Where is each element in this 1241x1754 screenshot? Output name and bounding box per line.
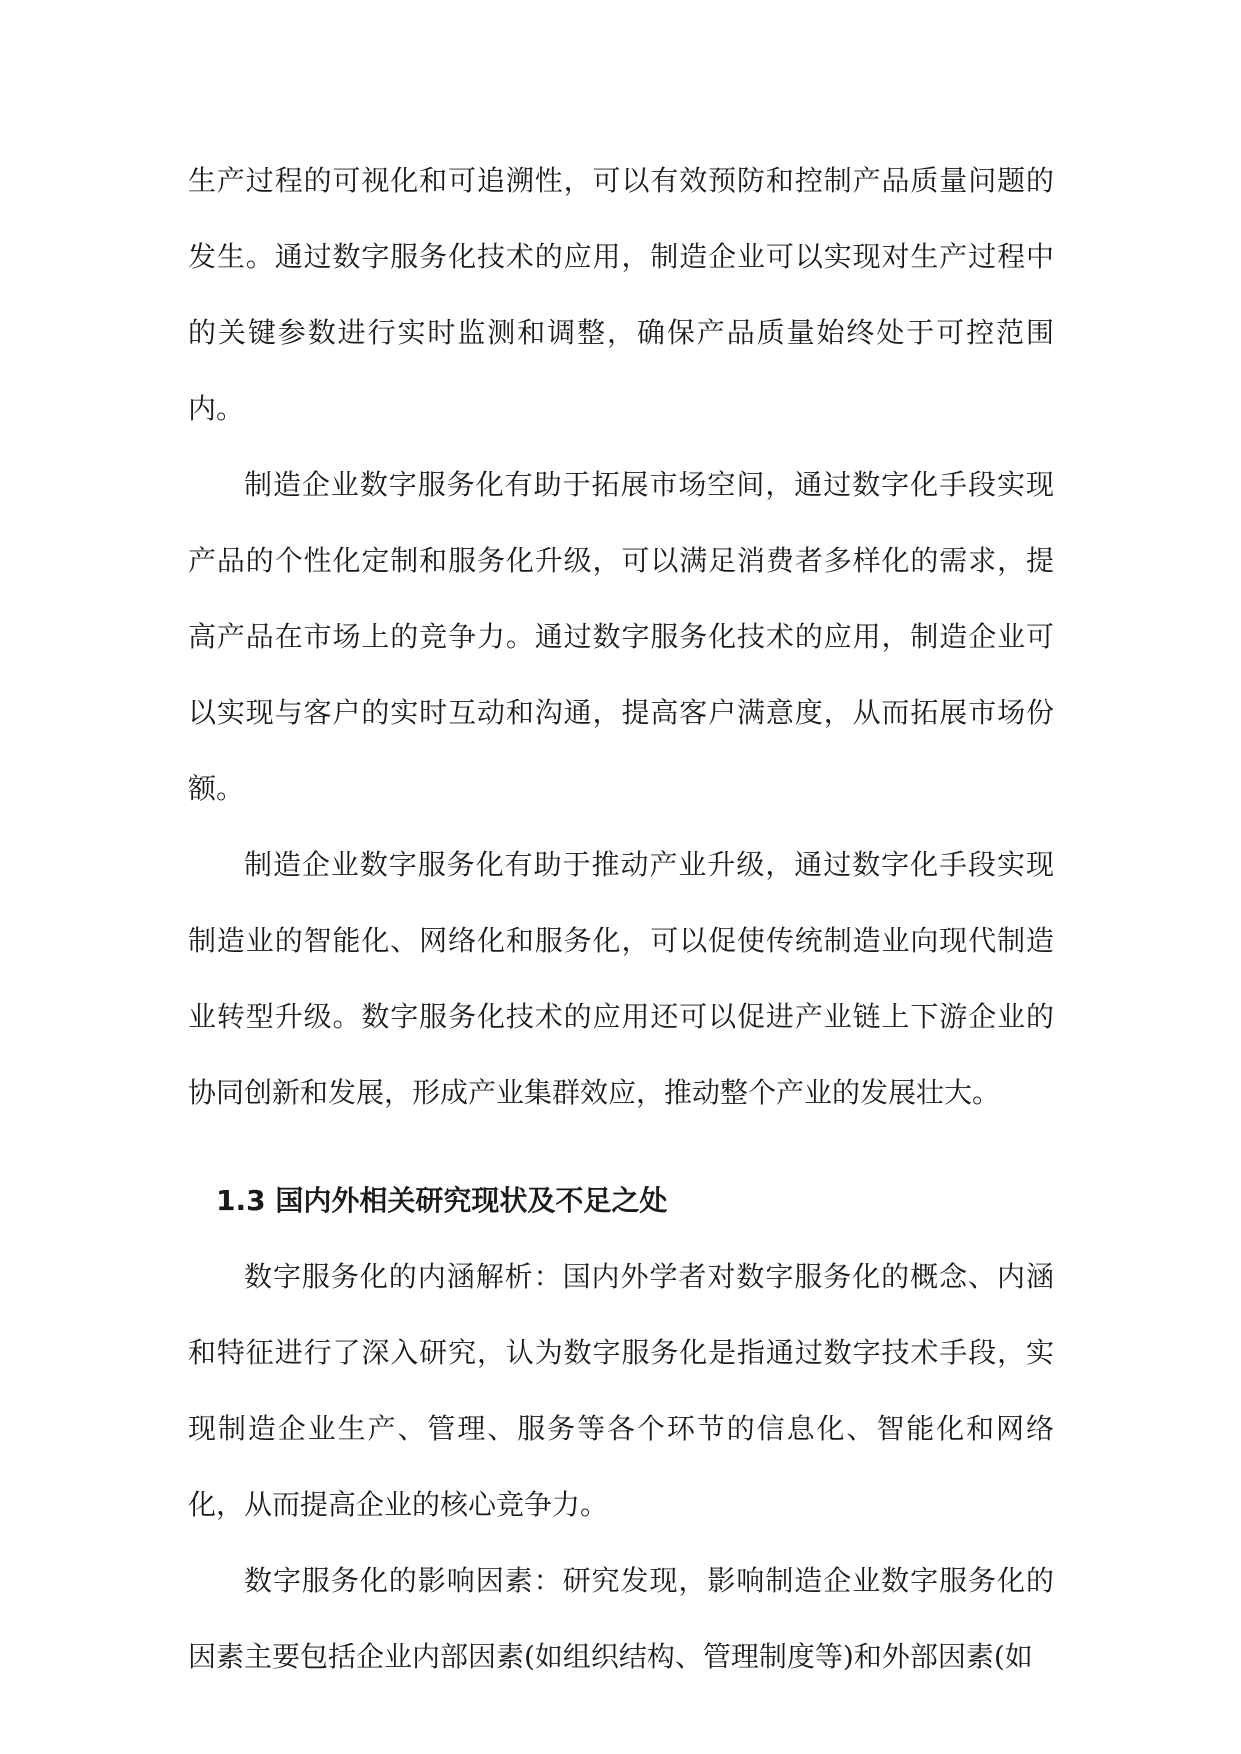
paragraph-influencing-factors: 数字服务化的影响因素：研究发现，影响制造企业数字服务化的因素主要包括企业内部因素(如组织结构、管理制度等)和外部因素(如 bbox=[188, 1564, 1054, 1673]
paragraph-connotation: 数字服务化的内涵解析：国内外学者对数字服务化的概念、内涵和特征进行了深入研究，认为数字服务化是指通过数字技术手段，实现制造企业生产、管理、服务等各个环节的信息化、智能化和网络化，从而提高企业的核心竞争力。 bbox=[188, 1260, 1054, 1521]
section-heading: 1.3 国内外相关研究现状及不足之处 bbox=[216, 1184, 668, 1217]
paragraph-continuation: 生产过程的可视化和可追溯性，可以有效预防和控制产品质量问题的发生。通过数字服务化技术的应用，制造企业可以实现对生产过程中的关键参数进行实时监测和调整，确保产品质量始终处于可控范围内。 bbox=[188, 164, 1054, 425]
paragraph-industry-upgrade: 制造企业数字服务化有助于推动产业升级，通过数字化手段实现制造业的智能化、网络化和服务化，可以促使传统制造业向现代制造业转型升级。数字服务化技术的应用还可以促进产业链上下游企业的协同创新和发展，形成产业集群效应，推动整个产业的发展壮大。 bbox=[188, 848, 1054, 1109]
document-body bbox=[188, 143, 1054, 1695]
paragraph-market-expansion: 制造企业数字服务化有助于拓展市场空间，通过数字化手段实现产品的个性化定制和服务化升级，可以满足消费者多样化的需求，提高产品在市场上的竞争力。通过数字服务化技术的应用，制造企业可以实现与客户的实时互动和沟通，提高客户满意度，从而拓展市场份额。 bbox=[188, 468, 1054, 805]
